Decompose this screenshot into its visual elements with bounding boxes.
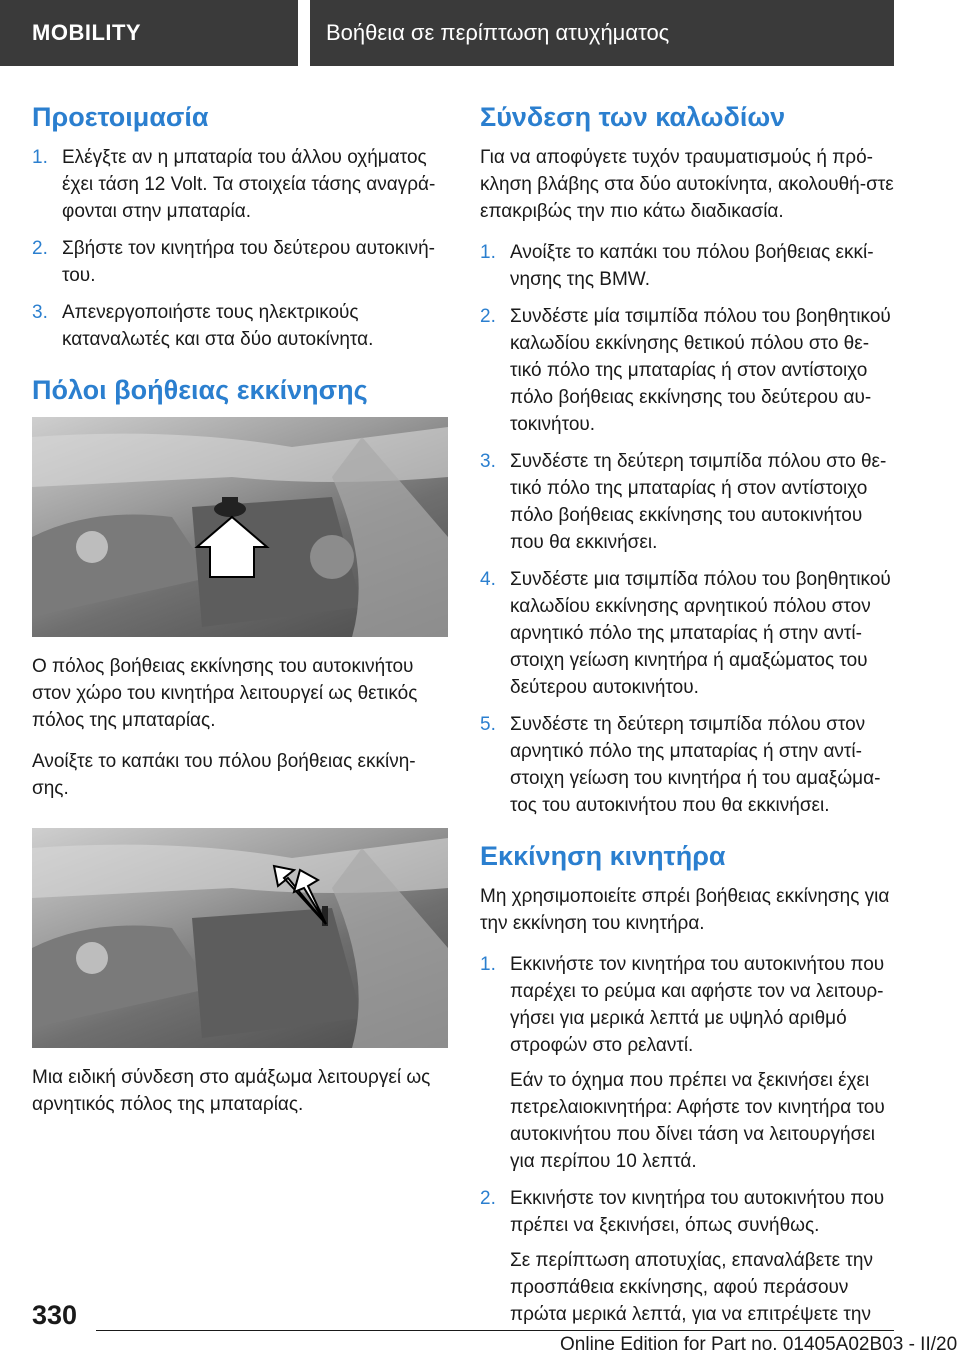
list-item: 5. Συνδέστε τη δεύτερη τσιμπίδα πόλου στον αρνητικό πόλο της μπαταρίας ή στην αντί‐στοιχη γείωση του κινητήρα ή του αμαξώμα‐τος του αυτοκινήτου που θα εκκινήσει.: [480, 714, 881, 816]
caption-negative-pole: Μια ειδική σύνδεση στο αμάξωμα λειτουργεί ως αρνητικός πόλος της μπαταρίας.: [32, 1067, 431, 1115]
page-header: [0, 0, 960, 66]
heading-start-engine: Εκκίνηση κινητήρα: [480, 841, 726, 871]
list-item: 2. Εκκινήστε τον κινητήρα του αυτοκινήτου που πρέπει να ξεκινήσει, όπως συνήθως. Σε περίπτωση αποτυχίας, επαναλάβετε την προσπάθεια εκκίνησης, αφού περάσουν πρώτα μερικά λεπτά, για να επιτρέψετε την: [480, 1185, 898, 1328]
start-intro: Μη χρησιμοποιείτε σπρέι βοήθειας εκκίνησης για την εκκίνηση του κινητήρα.: [480, 886, 890, 934]
step-note: Εάν το όχημα που πρέπει να ξεκινήσει έχει πετρελαιοκινητήρα: Αφήστε τον κινητήρα του αυτοκινήτου που δίνει τάση να λειτουργήσει για περίπου 10 λεπτά.: [510, 1070, 885, 1172]
list-item: 4. Συνδέστε μια τσιμπίδα πόλου του βοηθητικού καλωδίου εκκίνησης αρνητικού πόλου στον αρνητικό πόλο της μπαταρίας ή στην αντί‐στοιχη γείωση κινητήρα ή αμαξώματος του δεύτερου αυτοκινήτου.: [480, 569, 891, 698]
list-item: 3. Απενεργοποιήστε τους ηλεκτρικούς καταναλωτές και στα δύο αυτοκίνητα.: [32, 302, 374, 350]
left-column: [32, 98, 452, 1132]
caption-open-cap: Ανοίξτε το καπάκι του πόλου βοήθειας εκκίνη‐σης.: [32, 751, 416, 799]
heading-jump-start-poles: Πόλοι βοήθειας εκκίνησης: [32, 375, 368, 405]
engine-bay-photo-positive-pole: [32, 417, 448, 637]
list-item: 2. Συνδέστε μία τσιμπίδα πόλου του βοηθητικού καλωδίου εκκίνησης θετικού πόλου στο θε‐τικό πόλο της μπαταρίας ή στον αντίστοιχο πόλο βοήθειας εκκίνησης του δεύτερου αυ‐τοκινήτου.: [480, 306, 891, 435]
heading-preparation: Προετοιμασία: [32, 102, 209, 132]
list-item: 1. Ανοίξτε το καπάκι του πόλου βοήθειας εκκί‐νησης της BMW.: [480, 242, 874, 290]
page-number: 330: [32, 1300, 78, 1330]
heading-connect-cables: Σύνδεση των καλωδίων: [480, 102, 786, 132]
chapter-title: Βοήθεια σε περίπτωση ατυχήματος: [310, 0, 894, 66]
list-item: 3. Συνδέστε τη δεύτερη τσιμπίδα πόλου στο θε‐τικό πόλο της μπαταρίας ή στον αντίστοιχο πόλο βοήθειας εκκίνησης του αυτοκινήτου που θα εκκινήσει.: [480, 451, 887, 553]
footer-divider: [96, 1330, 894, 1331]
start-steps: [480, 951, 898, 1328]
edition-info: Online Edition for Part no. 01405A02B03 - II/20: [560, 1334, 958, 1355]
list-item: 2. Σβήστε τον κινητήρα του δεύτερου αυτοκινή‐του.: [32, 238, 435, 286]
engine-bay-photo-negative-pole: [32, 828, 448, 1048]
preparation-steps: [32, 144, 452, 353]
section-label: MOBILITY: [0, 0, 298, 66]
connect-intro: Για να αποφύγετε τυχόν τραυματισμούς ή πρό‐κληση βλάβης στα δύο αυτοκίνητα, ακολουθή‐στε επακριβώς την πιο κάτω διαδικασία.: [480, 147, 894, 222]
caption-positive-pole: Ο πόλος βοήθειας εκκίνησης του αυτοκινήτου στον χώρο του κινητήρα λειτουργεί ως θετικός πόλος της μπαταρίας.: [32, 656, 418, 731]
connect-steps: [480, 239, 898, 819]
list-item: 1. Ελέγξτε αν η μπαταρία του άλλου οχήματος έχει τάση 12 Volt. Τα στοιχεία τάσης αναγρά‐φονται στην μπαταρία.: [32, 147, 436, 222]
step-note: Σε περίπτωση αποτυχίας, επαναλάβετε την προσπάθεια εκκίνησης, αφού περάσουν πρώτα μερικά λεπτά, για να επιτρέψετε την: [510, 1250, 873, 1325]
list-item: 1. Εκκινήστε τον κινητήρα του αυτοκινήτου που παρέχει το ρεύμα και αφήστε τον να λειτουρ‐γήσει για μερικά λεπτά με υψηλό αριθμό στροφών στο ρελαντί. Εάν το όχημα που πρέπει να ξεκινήσει έχει πετρελαιοκινητήρα: Αφήστε τον κινητήρα του αυτοκινήτου που δίνει τάση να λειτουργήσει για περίπου 10 λεπτά.: [480, 951, 898, 1175]
right-column: [480, 98, 898, 1342]
